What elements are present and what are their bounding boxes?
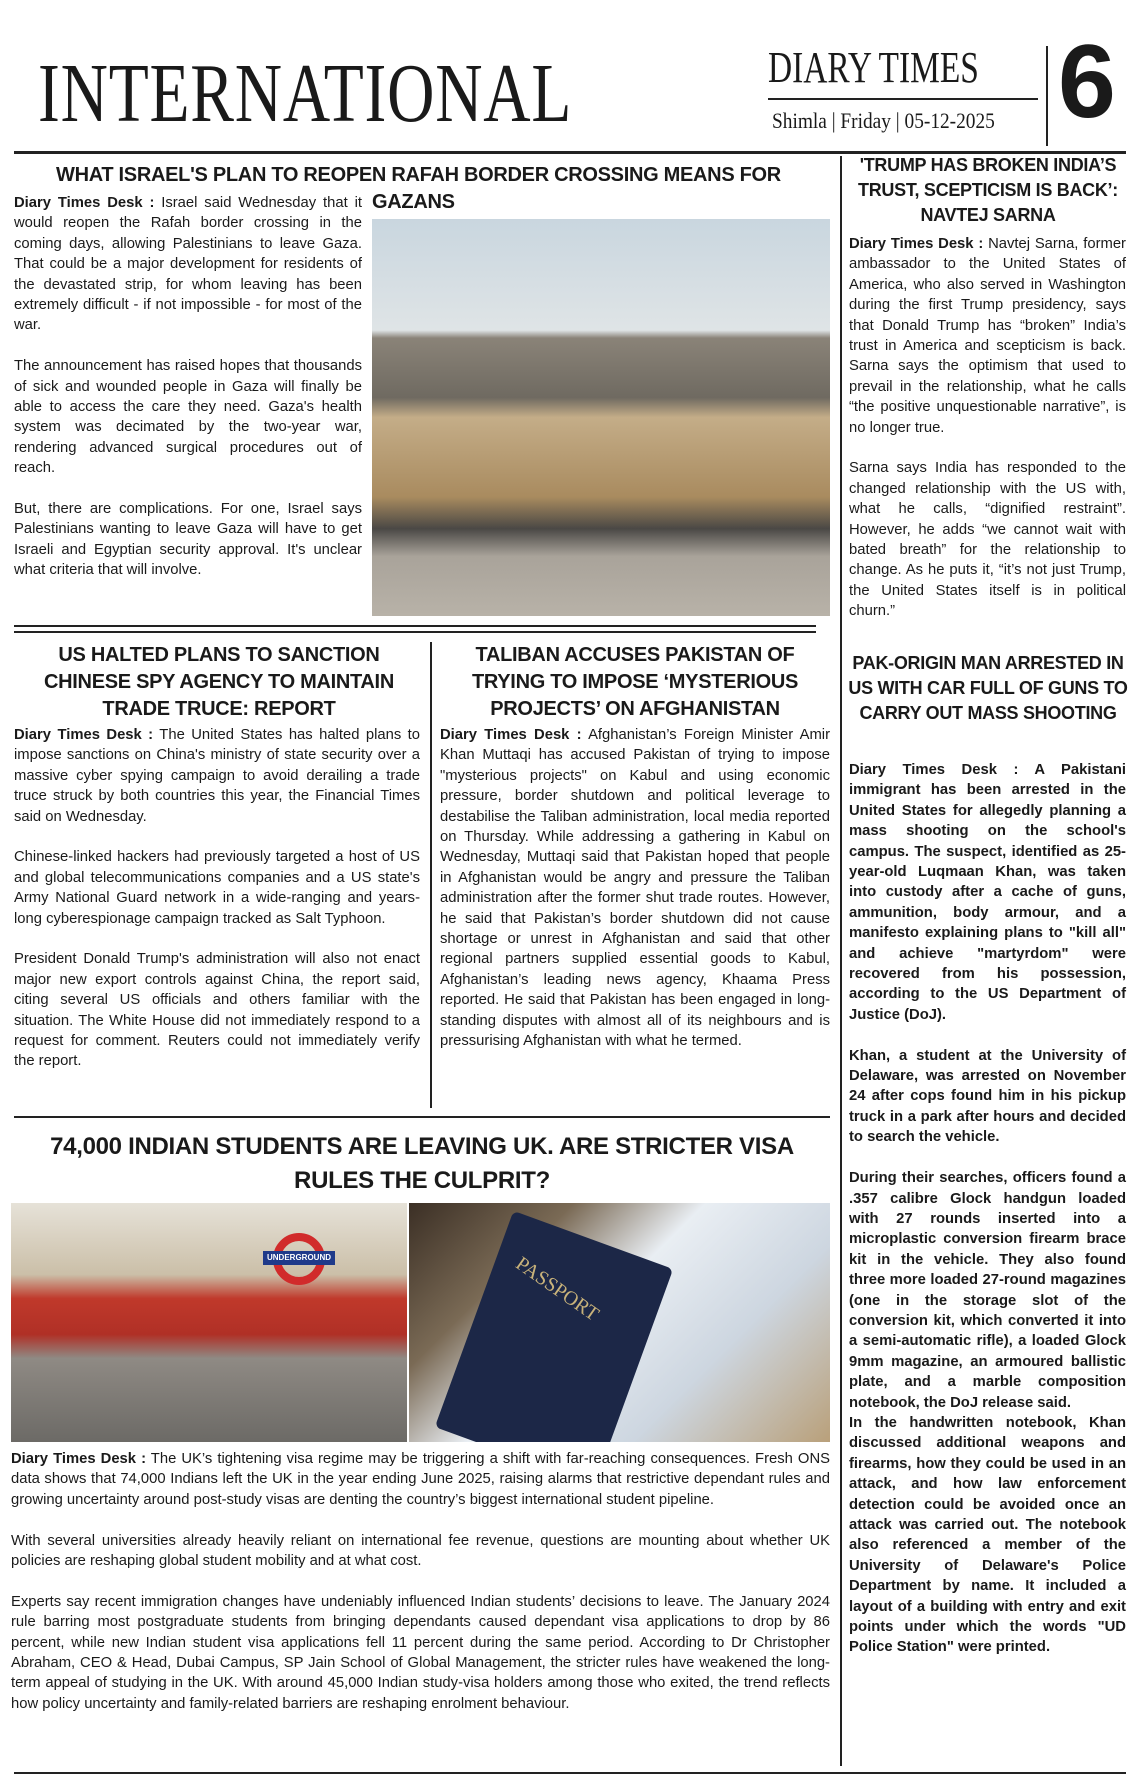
london-street-photo bbox=[11, 1203, 407, 1442]
paragraph: Chinese-linked hackers had previously targeted a host of US and global telecommunications companies and a US state's Army National Guard network in a wide-ranging and years-long cyberespionage campaign tracked as Salt Typhoon. bbox=[14, 849, 420, 927]
dateline: Shimla | Friday | 05-12-2025 bbox=[772, 108, 995, 133]
paragraph: A Pakistani immigrant has been arrested in the United States for allegedly planning a mass shooting on the school's campus. The suspect, identified as 25-year-old Luqmaan Khan, was taken into custody after a cache of guns, ammunition, body armour, and a manifesto explaining plans to "kill all" and achieve "martyrdom" were recovered from his possession, according to the US Department of Justice (DoJ). bbox=[849, 762, 1126, 1023]
rule bbox=[14, 1116, 830, 1118]
paragraph: President Donald Trump's administration will also not enact major new export controls against China, the report said, citing several US officials and others familiar with the situation. The White House did not immediately respond to a request for comment. Reuters could not immediately verify the report. bbox=[14, 951, 420, 1070]
underground-sign: UNDERGROUND bbox=[263, 1251, 335, 1265]
article-body bbox=[849, 760, 1126, 1678]
paragraph: Sarna says India has responded to the changed relationship with the US with, what he calls, “dignified restraint”. However, he adds “we cannot wait with bated breath” for the relationship to change. As he puts it, “it’s not just Trump, the United States itself is in political churn.” bbox=[849, 460, 1126, 620]
headline: TALIBAN ACCUSES PAKISTAN OF TRYING TO IMPOSE ‘MYSTERIOUS PROJECTS’ ON AFGHANISTAN bbox=[471, 644, 799, 720]
masthead-divider bbox=[1046, 46, 1048, 146]
byline: Diary Times Desk : bbox=[14, 727, 154, 743]
paragraph: The United States has halted plans to impose sanctions on China's ministry of state security over a massive cyber spying campaign to avoid derailing a trade truce struck by both countries this year, the Financial Times said on Wednesday. bbox=[14, 727, 420, 825]
byline: Diary Times Desk : bbox=[849, 236, 984, 252]
headline: PAK-ORIGIN MAN ARRESTED IN US WITH CAR FULL OF GUNS TO CARRY OUT MASS SHOOTING bbox=[848, 653, 1128, 723]
headline: 'TRUMP HAS BROKEN INDIA’S TRUST, SCEPTICISM IS BACK’: NAVTEJ SARNA bbox=[858, 155, 1118, 225]
paragraph: The UK’s tightening visa regime may be triggering a shift with far-reaching consequences. Fresh ONS data shows that 74,000 Indians left the UK in the year ending June 2025, raising alarms that restrictive dependant rules and growing uncertainty around post-study visas are denting the country’s biggest international student pipeline. bbox=[11, 1451, 830, 1508]
column-divider bbox=[430, 642, 432, 1108]
headline: US HALTED PLANS TO SANCTION CHINESE SPY AGENCY TO MAINTAIN TRADE TRUCE: REPORT bbox=[44, 644, 394, 720]
masthead-rule bbox=[768, 98, 1038, 100]
paragraph: The announcement has raised hopes that thousands of sick and wounded people in Gaza will finally be able to access the care they need. Gaza's health system was decimated by the two-year war, rendering advanced surgical procedures out of reach. bbox=[14, 358, 362, 477]
article-body bbox=[14, 725, 420, 1092]
article-body bbox=[849, 234, 1126, 642]
byline: Diary Times Desk : bbox=[14, 195, 155, 211]
page-number: 6 bbox=[1058, 24, 1116, 140]
paragraph: With several universities already heavily reliant on international fee revenue, questions are mounting about whether UK policies are reshaping global student mobility and at what cost. bbox=[11, 1532, 830, 1570]
paragraph: Navtej Sarna, former ambassador to the United States of America, who also served in Washington during the first Trump presidency, says that Donald Trump has “broken” India’s trust in America and scepticism is back. Sarna says the optimism that used to prevail in the relationship, what he calls “the positive unquestionable narrative”, is no longer true. bbox=[849, 236, 1126, 436]
byline: Diary Times Desk : bbox=[849, 762, 1019, 778]
byline: Diary Times Desk : bbox=[11, 1451, 146, 1467]
passport-label: PASSPORT bbox=[511, 1252, 603, 1326]
paragraph: During their searches, officers found a .357 calibre Glock handgun loaded with 27 rounds inserted into a microplastic conversion firearm brace kit in the vehicle. They also found three more loaded 27-round magazines (one in the storage slot of the conversion kit, which converted it into a semi-automatic rifle), a loaded Glock 9mm magazine, an armoured ballistic plate, and a marble composition notebook, the DoJ release said. bbox=[849, 1170, 1126, 1411]
paragraph: Khan, a student at the University of Delaware, was arrested on November 24 after cops found him in his pickup truck in a park after hours and decided to search the vehicle. bbox=[849, 1047, 1126, 1146]
paragraph: Experts say recent immigration changes have undeniably influenced Indian students’ decisions to leave. The January 2024 rule barring most postgraduate students from bringing dependants caused dependant visa applications to drop by 86 percent, while new Indian student visa applications fell 11 percent during the same period. According to Dr Christopher Abraham, CEO & Head, Dubai Campus, SP Jain School of Global Management, the stricter rules have weakened the long-term appeal of studying in the UK. With around 45,000 Indian study-visa holders among those who exited, the trend reflects how policy uncertainty and family-related barriers are reshaping enrolment behaviour. bbox=[11, 1593, 830, 1712]
paragraph: In the handwritten notebook, Khan discussed additional weapons and firearms, how they could be used in an attack, and how law enforcement detection could be avoided once an attack was carried out. The notebook also referenced a member of the University of Delaware's Police Department by name. It included a layout of a building with entry and exit points under which the words "UD Police Station" were printed. bbox=[849, 1414, 1126, 1656]
section-title: INTERNATIONAL bbox=[38, 47, 573, 140]
headline: 74,000 INDIAN STUDENTS ARE LEAVING UK. ARE STRICTER VISA RULES THE CULPRIT? bbox=[50, 1133, 794, 1194]
bottom-rule bbox=[14, 1772, 1126, 1774]
paragraph: Israel said Wednesday that it would reopen the Rafah border crossing in the coming days, allowing Palestinians to leave Gaza. That could be a major development for residents of the devastated strip, for whom leaving has been extremely difficult - if not impossible - for most of the war. bbox=[14, 195, 362, 334]
column-divider bbox=[840, 156, 842, 1766]
rule bbox=[14, 631, 816, 633]
passport-photo bbox=[409, 1203, 830, 1442]
article-body bbox=[14, 193, 362, 601]
article-body bbox=[440, 725, 830, 1072]
rule bbox=[14, 625, 816, 627]
paragraph: But, there are complications. For one, Israel says Palestinians wanting to leave Gaza will have to get Israeli and Egyptian security approval. It's unclear what criteria that will involve. bbox=[14, 501, 362, 579]
article-body bbox=[11, 1449, 830, 1735]
headline: WHAT ISRAEL'S PLAN TO REOPEN RAFAH BORDER CROSSING MEANS FOR GAZANS bbox=[56, 164, 781, 213]
rafah-truck-photo bbox=[372, 219, 830, 616]
paragraph: Afghanistan’s Foreign Minister Amir Khan Muttaqi has accused Pakistan of trying to impose "mysterious projects" on Kabul and using economic pressure, border shutdown and political leverage to destabilise the Taliban administration, local media reported on Thursday. While addressing a gathering in Kabul on Wednesday, Muttaqi said that Pakistan hoped that people in Afghanistan would be angry and pressure the Taliban administration after the former shut trade routes. However, he said that Pakistan’s border shutdown did not cause shortage or unrest in Afghanistan and said that other regional partners supplied essential goods to Kabul, Afghanistan’s leading news agency, Khaama Press reported. He said that Pakistan has been engaged in long-standing disputes with almost all of its neighbours and is pressurising Afghanistan with what he termed. bbox=[440, 727, 830, 1050]
paper-name: DIARY TIMES bbox=[768, 43, 979, 92]
byline: Diary Times Desk : bbox=[440, 727, 582, 743]
